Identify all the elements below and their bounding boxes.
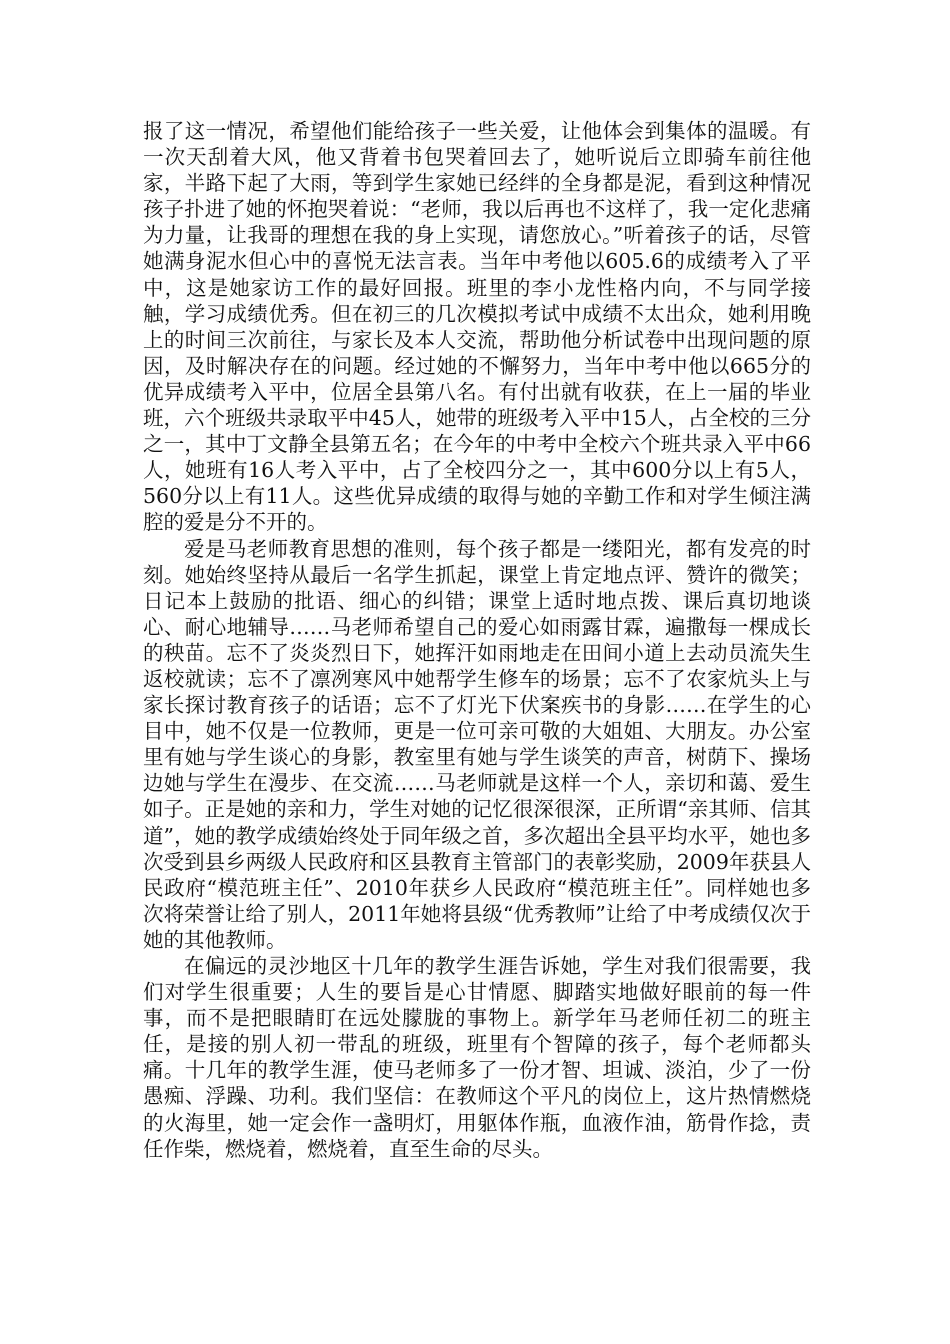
paragraph-continued: 报了这一情况，希望他们能给孩子一些关爱，让他体会到集体的温暖。有一次天刮着大风，他又背着书包哭着回去了，她听说后立即骑车前往他家，半路下起了大雨，等到学生家她已经绊的全身都是泥，看到这种情况孩子扑进了她的怀抱哭着说：“老师，我以后再也不这样了，我一定化悲痛为力量，让我哥的理想在我的身上实现，请您放心。”听着孩子的话，尽管她满身泥水但心中的喜悦无法言表。当年中考他以605.6的成绩考入了平中，这是她家访工作的最好回报。班里的李小龙性格内向，不与同学接触，学习成绩优秀。但在初三的几次模拟考试中成绩不太出众，她利用晚上的时间三次前往，与家长及本人交流，帮助他分析试卷中出现问题的原因，及时解决存在的问题。经过她的不懈努力，当年中考中他以665分的优异成绩考入平中，位居全县第八名。有付出就有收获，在上一届的毕业班，六个班级共录取平中45人，她带的班级考入平中15人，占全校的三分之一，其中丁文静全县第五名；在今年的中考中全校六个班共录入平中66人，她班有16人考入平中，占了全校四分之一，其中600分以上有5人，560分以上有11人。这些优异成绩的取得与她的辛勤工作和对学生倾注满腔的爱是分不开的。 xyxy=(143,119,811,535)
paragraph-conclusion: 在偏远的灵沙地区十几年的教学生涯告诉她，学生对我们很需要，我们对学生很重要；人生的要旨是心甘情愿、脚踏实地做好眼前的每一件事，而不是把眼睛盯在远处朦胧的事物上。新学年马老师任初二的班主任，是接的别人初一带乱的班级，班里有个智障的孩子，每个老师都头痛。十几年的教学生涯，使马老师多了一份才智、坦诚、淡泊，少了一份愚痴、浮躁、功利。我们坚信：在教师这个平凡的岗位上，这片热情燃烧的火海里，她一定会作一盏明灯，用躯体作瓶，血液作油，筋骨作捻，责任作柴，燃烧着，燃烧着，直至生命的尽头。 xyxy=(143,954,811,1161)
paragraph-love-principle: 爱是马老师教育思想的准则，每个孩子都是一缕阳光，都有发亮的时刻。她始终坚持从最后一名学生抓起，课堂上肯定地点评、赞许的微笑；日记本上鼓励的批语、细心的纠错；课堂上适时地点拨、课后真切地谈心、耐心地辅导……马老师希望自己的爱心如雨露甘霖，遍撒每一棵成长的秧苗。忘不了炎炎烈日下，她挥汗如雨地走在田间小道上去动员流失生返校就读；忘不了凛冽寒风中她帮学生修车的场景；忘不了农家炕头上与家长探讨教育孩子的话语；忘不了灯光下伏案疾书的身影……在学生的心目中，她不仅是一位教师，更是一位可亲可敬的大姐姐、大朋友。办公室里有她与学生谈心的身影，教室里有她与学生谈笑的声音，树荫下、操场边她与学生在漫步、在交流……马老师就是这样一个人，亲切和蔼、爱生如子。正是她的亲和力，学生对她的记忆很深很深，正所谓“亲其师、信其道”，她的教学成绩始终处于同年级之首，多次超出全县平均水平，她也多次受到县乡两级人民政府和区县教育主管部门的表彰奖励，2009年获县人民政府“模范班主任”、2010年获乡人民政府“模范班主任”。同样她也多次将荣誉让给了别人，2011年她将县级“优秀教师”让给了中考成绩仅次于她的其他教师。 xyxy=(143,536,811,952)
document-page xyxy=(143,118,811,1162)
